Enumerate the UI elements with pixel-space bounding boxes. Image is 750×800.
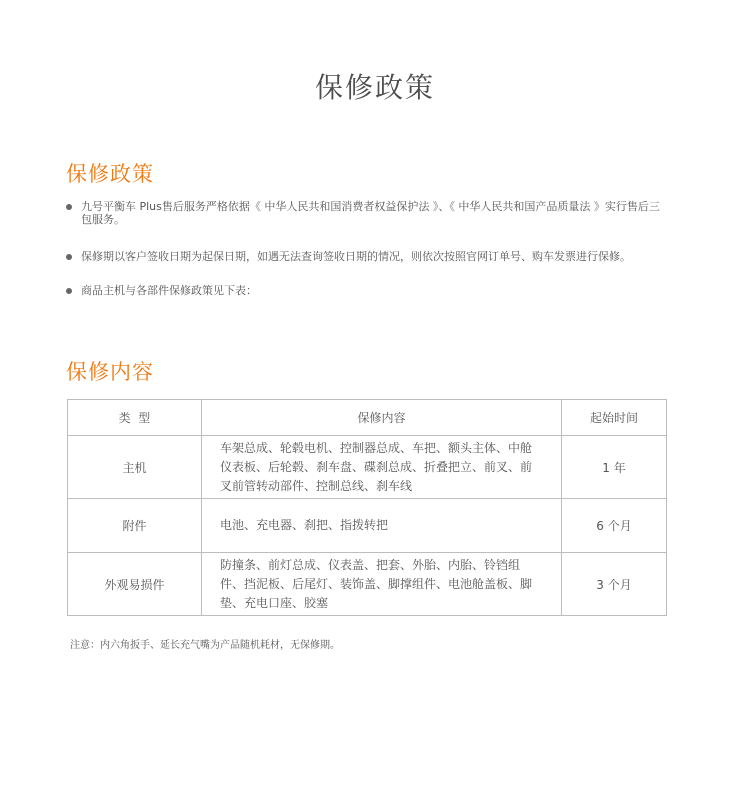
header-type: 类 型 (68, 400, 202, 436)
table-row (68, 499, 667, 553)
policy-item (66, 284, 666, 297)
row-period: 6 个月 (562, 499, 667, 553)
header-period: 起始时间 (562, 400, 667, 436)
policy-item (66, 200, 666, 226)
bullet-dot-icon (66, 254, 72, 260)
row-content: 车架总成、轮毂电机、控制器总成、车把、额头主体、中舱仪表板、后轮毂、刹车盘、碟刹总成、折叠把立、前叉、前叉前管转动部件、控制总线、刹车线 (202, 436, 562, 499)
row-content: 电池、充电器、刹把、指拨转把 (202, 499, 562, 553)
policy-list (66, 200, 666, 319)
content-section-heading: 保修内容 (66, 360, 154, 384)
page-title: 保修政策 (314, 71, 435, 104)
table-row (68, 436, 667, 499)
policy-item (66, 250, 666, 263)
table-header-row (68, 400, 667, 436)
bullet-dot-icon (66, 204, 72, 210)
row-period: 3 个月 (562, 553, 667, 616)
header-content: 保修内容 (202, 400, 562, 436)
policy-item-text: 商品主机与各部件保修政策见下表： (81, 284, 257, 297)
policy-item-text: 保修期以客户签收日期为起保日期，如遇无法查询签收日期的情况，则依次按照官网订单号、购车发票进行保修。 (81, 250, 631, 263)
warranty-table (67, 399, 667, 616)
policy-section-heading: 保修政策 (66, 162, 154, 186)
row-content: 防撞条、前灯总成、仪表盖、把套、外胎、内胎、铃铛组件、挡泥板、后尾灯、装饰盖、脚撑组件、电池舱盖板、脚垫、充电口座、胶塞 (202, 553, 562, 616)
row-period: 1 年 (562, 436, 667, 499)
table-row (68, 553, 667, 616)
row-type: 附件 (68, 499, 202, 553)
bullet-dot-icon (66, 288, 72, 294)
policy-item-text: 九号平衡车 Plus售后服务严格依据《 中华人民共和国消费者权益保护法 》、《 中华人民共和国产品质量法 》实行售后三包服务。 (81, 200, 660, 226)
row-type: 主机 (68, 436, 202, 499)
row-type: 外观易损件 (68, 553, 202, 616)
footnote: 注意：内六角扳手、延长充气嘴为产品随机耗材，无保修期。 (70, 640, 340, 651)
